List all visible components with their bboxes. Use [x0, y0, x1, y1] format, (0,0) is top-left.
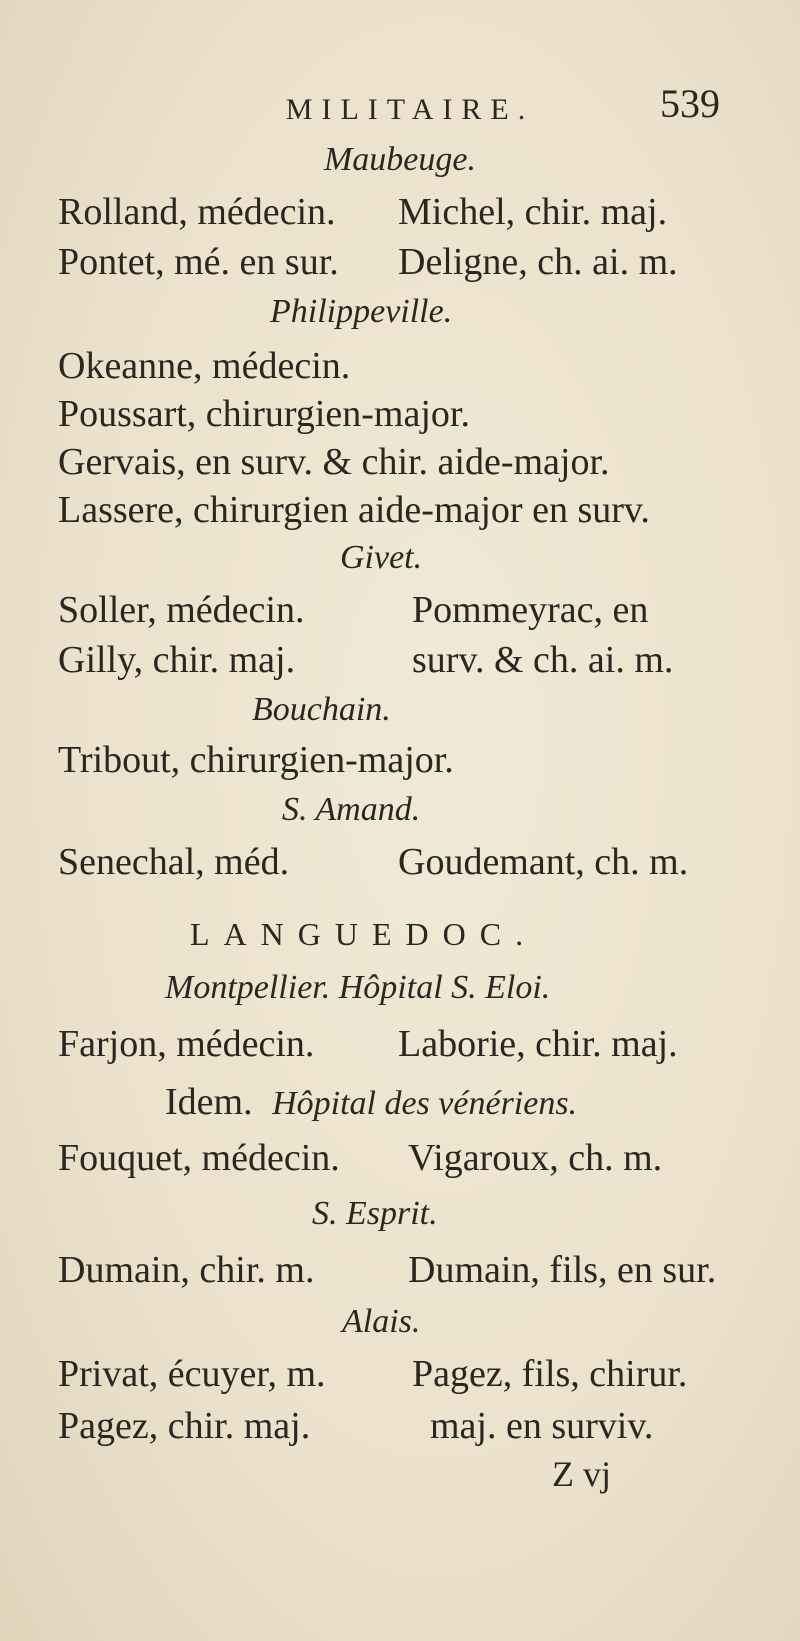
entry-right: Deligne, ch. ai. m.	[398, 241, 678, 283]
place-heading: Givet.	[340, 539, 423, 576]
entry-left: Senechal, méd.	[58, 841, 290, 883]
entry-right: Michel, chir. maj.	[398, 191, 668, 233]
province-heading: LANGUEDOC.	[190, 916, 538, 952]
entry-right: Laborie, chir. maj.	[398, 1023, 678, 1065]
entry-right: surv. & ch. ai. m.	[412, 639, 674, 681]
entry-right: Dumain, fils, en sur.	[408, 1249, 717, 1291]
entry-text: Okeanne, médecin.	[58, 345, 351, 387]
place-heading: Maubeuge.	[323, 141, 476, 178]
entry-left: Fouquet, médecin.	[58, 1137, 340, 1179]
entry-left: Soller, médecin.	[58, 589, 305, 631]
entry-idem	[165, 1080, 577, 1126]
running-head: MILITAIRE.	[285, 93, 535, 126]
entry-left: Pagez, chir. maj.	[58, 1405, 311, 1447]
entry-left: Gilly, chir. maj.	[58, 639, 296, 681]
place-heading: S. Esprit.	[312, 1195, 438, 1232]
entry-left: Dumain, chir. m.	[58, 1249, 315, 1291]
entry-text: Tribout, chirurgien-major.	[58, 739, 454, 781]
entry-text: Lassere, chirurgien aide-major en surv.	[58, 489, 650, 531]
place-heading: Hôpital des vénériens.	[272, 1085, 578, 1122]
entry-left: Rolland, médecin.	[58, 191, 336, 233]
place-heading: Philippeville.	[270, 293, 453, 330]
entry-left: Farjon, médecin.	[58, 1023, 315, 1065]
entry-text: Poussart, chirurgien-major.	[58, 393, 470, 435]
place-heading: S. Amand.	[282, 791, 421, 828]
entry-right: Pagez, fils, chirur.	[412, 1353, 688, 1395]
page-number: 539	[660, 81, 720, 126]
entry-left: Privat, écuyer, m.	[58, 1353, 326, 1395]
entry-right: Vigaroux, ch. m.	[408, 1137, 663, 1179]
entry-right: Goudemant, ch. m.	[398, 841, 689, 883]
place-heading: Alais.	[342, 1303, 421, 1340]
entry-left: Pontet, mé. en sur.	[58, 241, 339, 283]
place-heading: Montpellier. Hôpital S. Eloi.	[165, 969, 551, 1006]
idem-text: Idem.	[165, 1081, 253, 1123]
entry-right: Pommeyrac, en	[412, 589, 649, 631]
place-heading: Bouchain.	[252, 691, 391, 728]
entry-text: Gervais, en surv. & chir. aide-major.	[58, 441, 610, 483]
signature-mark: Z vj	[552, 1454, 611, 1494]
entry-right: maj. en surviv.	[430, 1405, 654, 1447]
